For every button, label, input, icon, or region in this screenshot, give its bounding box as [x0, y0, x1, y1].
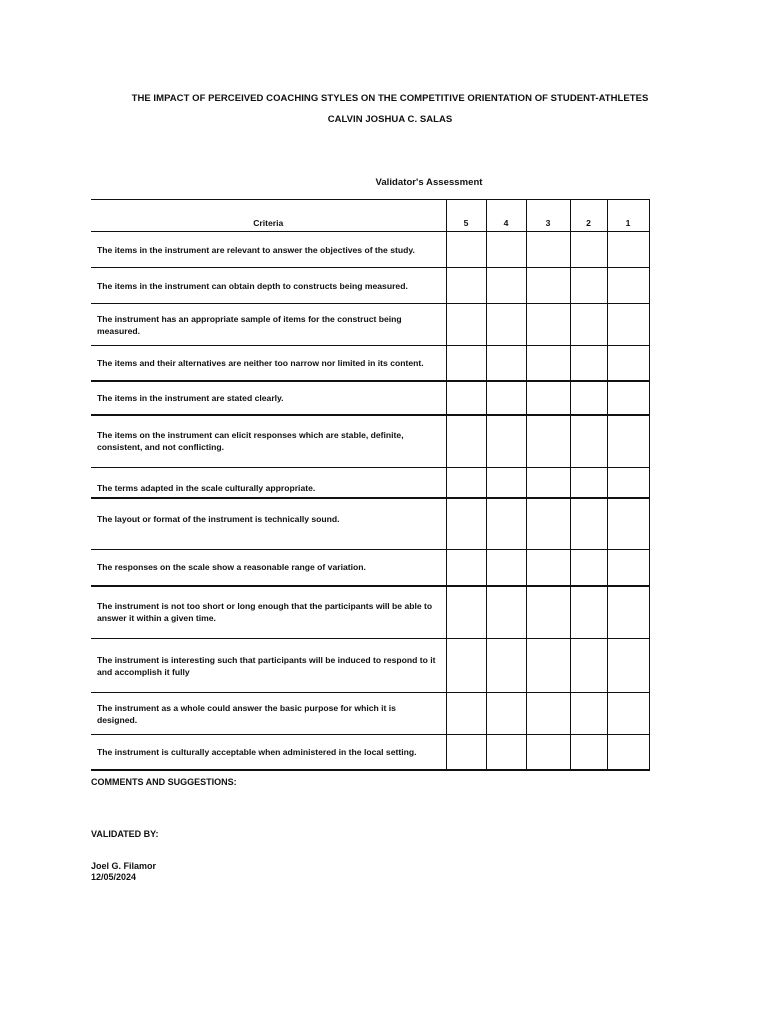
validation-date: 12/05/2024 [91, 872, 137, 882]
rating-cell-4[interactable] [486, 415, 526, 468]
rating-cell-3[interactable] [526, 498, 570, 550]
scale-header-3: 3 [526, 200, 570, 232]
scale-header-5: 5 [446, 200, 486, 232]
rating-cell-1[interactable] [607, 415, 649, 468]
rating-cell-5[interactable] [446, 415, 486, 468]
rating-cell-5[interactable] [446, 468, 486, 498]
validator-name: Joel G. Filamor [91, 861, 157, 871]
validation-rubric-table [91, 199, 650, 771]
rating-cell-2[interactable] [570, 639, 607, 693]
rating-cell-1[interactable] [607, 304, 649, 346]
rating-cell-3[interactable] [526, 381, 570, 415]
rating-cell-5[interactable] [446, 550, 486, 586]
criterion-text: The terms adapted in the scale culturally appropriate. [91, 468, 446, 498]
table-row [91, 550, 649, 586]
rating-cell-1[interactable] [607, 268, 649, 304]
rating-cell-4[interactable] [486, 381, 526, 415]
rating-cell-5[interactable] [446, 586, 486, 639]
rating-cell-5[interactable] [446, 639, 486, 693]
rating-cell-4[interactable] [486, 468, 526, 498]
criterion-text: The instrument has an appropriate sample of items for the construct being measured. [91, 304, 446, 346]
document-title: THE IMPACT OF PERCEIVED COACHING STYLES ON THE COMPETITIVE ORIENTATION OF STUDENT-ATHLETES [131, 93, 649, 104]
criterion-text: The responses on the scale show a reasonable range of variation. [91, 550, 446, 586]
rating-cell-5[interactable] [446, 735, 486, 770]
rating-cell-4[interactable] [486, 498, 526, 550]
rating-cell-5[interactable] [446, 381, 486, 415]
rating-cell-5[interactable] [446, 346, 486, 381]
rating-cell-2[interactable] [570, 232, 607, 268]
table-row [91, 346, 649, 381]
table-row [91, 468, 649, 498]
rating-cell-2[interactable] [570, 586, 607, 639]
validated-by-label: VALIDATED BY: [91, 829, 159, 839]
rating-cell-4[interactable] [486, 232, 526, 268]
rating-cell-1[interactable] [607, 550, 649, 586]
rating-cell-4[interactable] [486, 639, 526, 693]
rating-cell-1[interactable] [607, 693, 649, 735]
rating-cell-1[interactable] [607, 735, 649, 770]
rating-cell-2[interactable] [570, 550, 607, 586]
rating-cell-2[interactable] [570, 304, 607, 346]
rating-cell-2[interactable] [570, 346, 607, 381]
rating-cell-4[interactable] [486, 268, 526, 304]
criterion-text: The items on the instrument can elicit responses which are stable, definite, consistent, and not conflicting. [91, 415, 446, 468]
rating-cell-4[interactable] [486, 346, 526, 381]
rating-cell-3[interactable] [526, 346, 570, 381]
rating-cell-1[interactable] [607, 498, 649, 550]
table-row [91, 232, 649, 268]
scale-header-4: 4 [486, 200, 526, 232]
rating-cell-5[interactable] [446, 304, 486, 346]
rating-cell-3[interactable] [526, 586, 570, 639]
criterion-text: The instrument is interesting such that participants will be induced to respond to it and accomplish it fully [91, 639, 446, 693]
assessment-heading: Validator's Assessment [375, 177, 483, 188]
rating-cell-5[interactable] [446, 498, 486, 550]
rating-cell-1[interactable] [607, 468, 649, 498]
criterion-text: The items in the instrument are relevant to answer the objectives of the study. [91, 232, 446, 268]
rating-cell-1[interactable] [607, 381, 649, 415]
rating-cell-5[interactable] [446, 268, 486, 304]
rating-cell-4[interactable] [486, 586, 526, 639]
rating-cell-2[interactable] [570, 693, 607, 735]
rating-cell-5[interactable] [446, 232, 486, 268]
rating-cell-2[interactable] [570, 268, 607, 304]
table-row [91, 639, 649, 693]
rating-cell-1[interactable] [607, 232, 649, 268]
criterion-text: The items in the instrument are stated clearly. [91, 381, 446, 415]
rating-cell-5[interactable] [446, 693, 486, 735]
rating-cell-3[interactable] [526, 268, 570, 304]
table-row [91, 498, 649, 550]
criterion-text: The instrument is culturally acceptable when administered in the local setting. [91, 735, 446, 770]
rating-cell-1[interactable] [607, 639, 649, 693]
rating-cell-2[interactable] [570, 468, 607, 498]
criterion-text: The instrument is not too short or long enough that the participants will be able to answer it within a given time. [91, 586, 446, 639]
rating-cell-3[interactable] [526, 735, 570, 770]
rating-cell-4[interactable] [486, 693, 526, 735]
rating-cell-2[interactable] [570, 415, 607, 468]
table-row [91, 693, 649, 735]
author-name: CALVIN JOSHUA C. SALAS [327, 114, 453, 125]
comments-label: COMMENTS AND SUGGESTIONS: [91, 777, 237, 787]
rating-cell-1[interactable] [607, 586, 649, 639]
rating-cell-2[interactable] [570, 735, 607, 770]
table-row [91, 381, 649, 415]
rating-cell-3[interactable] [526, 468, 570, 498]
scale-header-2: 2 [570, 200, 607, 232]
criterion-text: The instrument as a whole could answer the basic purpose for which it is designed. [91, 693, 446, 735]
rating-cell-2[interactable] [570, 381, 607, 415]
table-row [91, 415, 649, 468]
rating-cell-3[interactable] [526, 304, 570, 346]
scale-header-1: 1 [607, 200, 649, 232]
criterion-text: The items and their alternatives are neither too narrow nor limited in its content. [91, 346, 446, 381]
criterion-text: The items in the instrument can obtain depth to constructs being measured. [91, 268, 446, 304]
table-row [91, 735, 649, 770]
rating-cell-1[interactable] [607, 346, 649, 381]
criterion-text: The layout or format of the instrument is technically sound. [91, 498, 446, 550]
table-row [91, 304, 649, 346]
rating-cell-4[interactable] [486, 550, 526, 586]
rating-cell-3[interactable] [526, 693, 570, 735]
rating-cell-4[interactable] [486, 735, 526, 770]
rating-cell-3[interactable] [526, 550, 570, 586]
rating-cell-2[interactable] [570, 498, 607, 550]
rating-cell-3[interactable] [526, 232, 570, 268]
table-header-row [91, 200, 649, 232]
table-row [91, 268, 649, 304]
rating-cell-3[interactable] [526, 415, 570, 468]
rating-cell-3[interactable] [526, 639, 570, 693]
table-row [91, 586, 649, 639]
criteria-header: Criteria [91, 200, 446, 232]
rating-cell-4[interactable] [486, 304, 526, 346]
